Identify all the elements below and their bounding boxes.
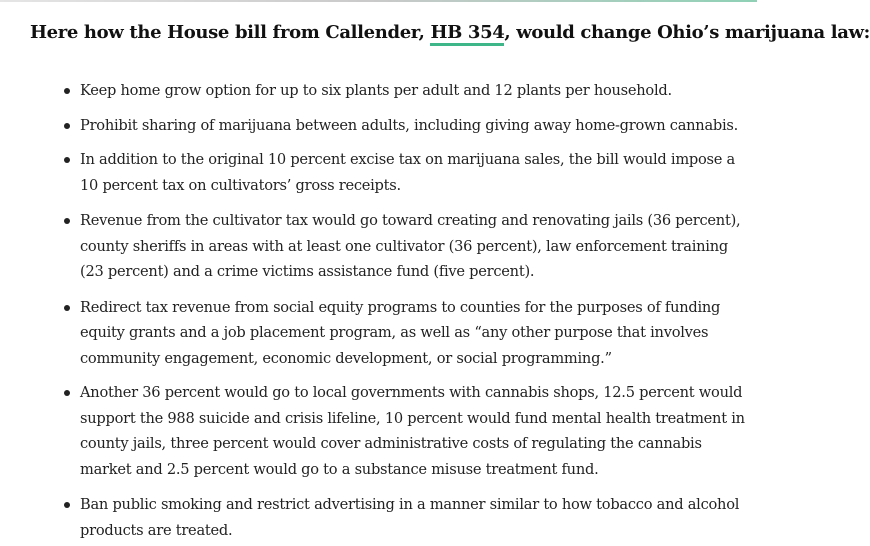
list-item: Revenue from the cultivator tax would go toward creating and renovating jails (36 percent), county sheriffs in areas with at least one cultivator (36 percent), law enforcement training (23 percent) and a crime victims assistance fund (five percent). <box>62 208 752 285</box>
list-item: Keep home grow option for up to six plants per adult and 12 plants per household. <box>62 78 752 104</box>
bill-changes-list <box>62 78 752 543</box>
article-heading <box>30 22 870 43</box>
list-item: Ban public smoking and restrict advertising in a manner similar to how tobacco and alcohol products are treated. <box>62 492 752 543</box>
heading-text-before-link: Here how the House bill from Callender, <box>30 22 431 43</box>
list-item: Redirect tax revenue from social equity programs to counties for the purposes of funding equity grants and a job placement program, as well as “any other purpose that involves community engagement, economic development, or social programming.” <box>62 295 752 372</box>
heading-text-after-link: , would change Ohio’s marijuana law: <box>504 22 870 43</box>
list-item: Prohibit sharing of marijuana between adults, including giving away home-grown cannabis. <box>62 113 752 139</box>
list-item: In addition to the original 10 percent excise tax on marijuana sales, the bill would impose a 10 percent tax on cultivators’ gross receipts. <box>62 147 752 198</box>
top-divider <box>0 0 757 2</box>
bill-link-hb-354[interactable]: HB 354 <box>430 22 504 46</box>
list-item: Another 36 percent would go to local governments with cannabis shops, 12.5 percent would support the 988 suicide and crisis lifeline, 10 percent would fund mental health treatment in county jails, three percent would cover administrative costs of regulating the cannabis market and 2.5 percent would go to a substance misuse treatment fund. <box>62 380 752 482</box>
